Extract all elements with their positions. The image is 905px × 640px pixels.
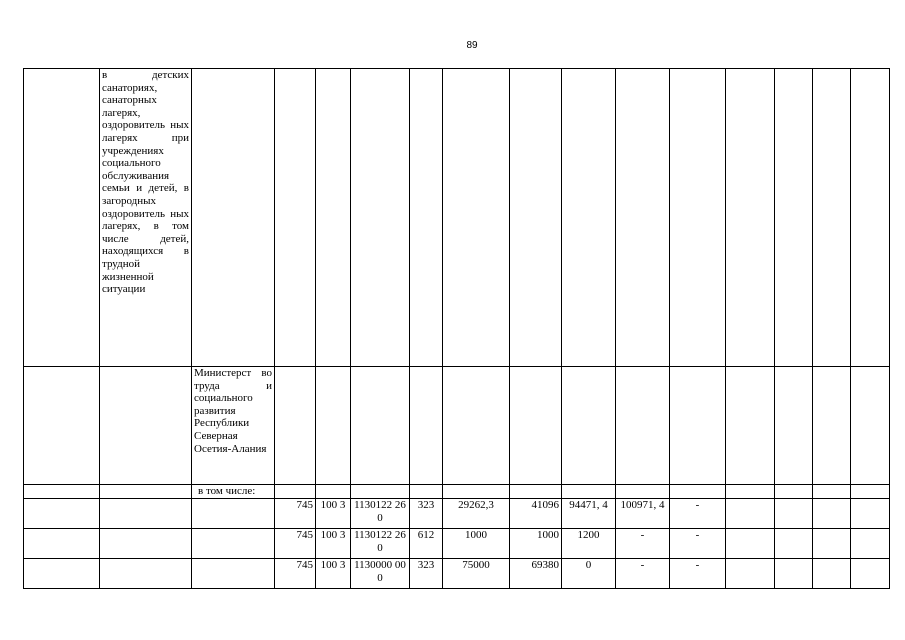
cell-value-1: 29262,3 [443,499,510,529]
cell-csr: 1130000 000 [351,559,410,589]
cell-vr: 323 [410,499,443,529]
cell-value-4: 100971, 4 [616,499,670,529]
cell-vr: 323 [410,559,443,589]
cell-value-4: - [616,559,670,589]
cell-value-1: 75000 [443,559,510,589]
cell-rz: 100 3 [316,559,351,589]
cell-value-1: 1000 [443,529,510,559]
cell-grbs: 745 [275,529,316,559]
cell-value-2: 41096 [510,499,562,529]
cell-value-2: 69380 [510,559,562,589]
cell-grbs: 745 [275,499,316,529]
cell-value-3: 1200 [562,529,616,559]
table-row [24,499,890,529]
table-row [24,485,890,499]
cell-value-3: 0 [562,559,616,589]
cell-rz: 100 3 [316,529,351,559]
cell-value-3: 94471, 4 [562,499,616,529]
table-row [24,367,890,485]
cell-csr: 1130122 260 [351,499,410,529]
table-row [24,69,890,367]
ministry-name: Министерст во труда и социального развития Республики Северная Осетия-Алания [192,367,275,485]
page-number: 89 [466,40,478,51]
cell-value-5: - [670,559,726,589]
cell-grbs: 745 [275,559,316,589]
including-label: в том числе: [192,485,275,499]
row-description: в детских санаториях, санаторных лагерях, оздоровитель ных лагерях при учреждениях социального обслуживания семьи и детей, в загородных оздоровитель ных лагерях, в том числе детей, находящихся в трудной жизненной ситуации [100,69,192,367]
cell-value-4: - [616,529,670,559]
budget-table [23,68,890,589]
cell-value-5: - [670,529,726,559]
table-row [24,529,890,559]
cell-csr: 1130122 260 [351,529,410,559]
cell-value-5: - [670,499,726,529]
cell-vr: 612 [410,529,443,559]
cell-rz: 100 3 [316,499,351,529]
cell-value-2: 1000 [510,529,562,559]
table-row [24,559,890,589]
